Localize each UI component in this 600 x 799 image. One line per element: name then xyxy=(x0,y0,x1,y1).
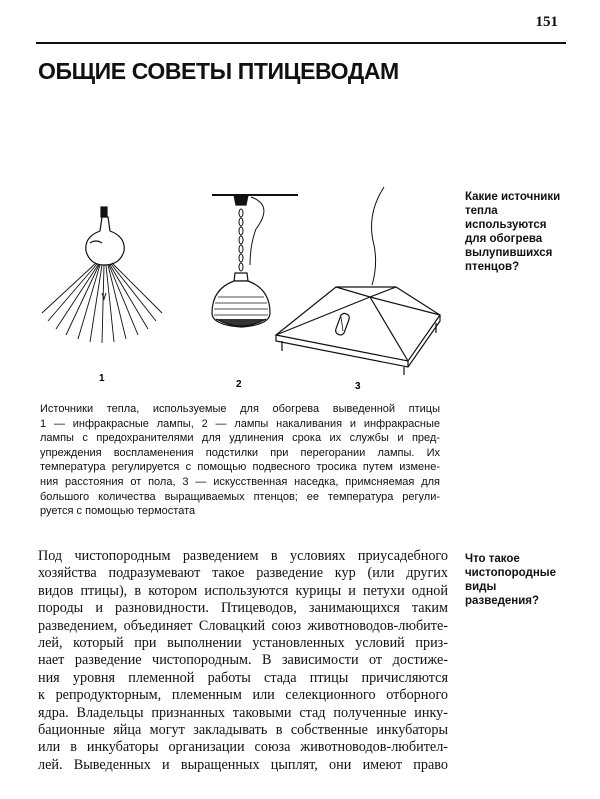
body-line: бационные яйца могут закладывать в собственные инкубаторы xyxy=(38,722,448,739)
body-line: ядра. Владельцы признанных таковыми стад полученные инку- xyxy=(38,704,448,721)
heat-sources-figure xyxy=(36,185,456,400)
caption-line: упреждения воспламенения подстилки при перегорании лампы. Их xyxy=(40,446,440,459)
body-line: или в инкубаторы организации союза животноводов-любител- xyxy=(38,739,448,756)
side-question-purebred: Что такое чистопородные виды разведения? xyxy=(465,553,556,607)
figure-caption xyxy=(40,402,440,519)
heat-sources-illustration xyxy=(36,185,456,400)
caption-line: большого количества выращиваемых птенцов; ее температура регули- xyxy=(40,490,440,503)
body-line: ния уровня племенной работы стада птицы причисляются xyxy=(38,669,448,686)
figure-label-3: 3 xyxy=(355,381,361,392)
page-number: 151 xyxy=(535,14,558,30)
caption-line: температура регулируется с помощью подвесного тросика путем измене- xyxy=(40,461,440,474)
caption-line: ния расстояния от пола, 3 — искусственная наседка, примсняемая для xyxy=(40,475,440,488)
page-title: ОБЩИЕ СОВЕТЫ ПТИЦЕВОДАМ xyxy=(38,58,399,84)
body-line: породы и разновидности. Птицеводов, занимающихся таким xyxy=(38,600,448,617)
incandescent-lamp-drawing xyxy=(212,195,298,327)
body-line: хозяйства подразумевают такое разведение кур (или других xyxy=(38,565,448,582)
caption-line: руется с помощью термостата xyxy=(40,505,196,518)
body-line: нает разведение чистопородным. В зависимости от достиже- xyxy=(38,652,448,669)
figure-label-2: 2 xyxy=(236,379,242,390)
body-line: Под чистопородным разведением в условиях приусадебного xyxy=(38,548,448,564)
figure-label-1: 1 xyxy=(99,373,105,384)
caption-line: лампы с предохранителями для удлинения срока их службы и пред- xyxy=(40,432,440,445)
caption-line: Источники тепла, используемые для обогрева выведенной птицы xyxy=(40,403,440,415)
body-paragraph xyxy=(38,548,448,774)
body-line: к репродукторным, племенным или селекционного отборного xyxy=(38,687,448,704)
body-line: лей. Выведенных и выращенных цыплят, они имеют право xyxy=(38,756,448,773)
side-question-heat-sources: Какие источники тепла используются для обогрева вылупившихся птенцов? xyxy=(465,191,561,273)
caption-line: 1 — инфракрасные лампы, 2 — лампы накаливания и инфракрасные xyxy=(40,417,440,430)
artificial-brooder-drawing xyxy=(276,187,440,375)
body-line: лей, который при выполнении установленных условий приз- xyxy=(38,635,448,652)
header-rule xyxy=(36,42,566,44)
infrared-lamp-drawing xyxy=(42,207,162,343)
body-line: видов птицы), в котором используются курицы и петухи одной xyxy=(38,582,448,599)
body-line: разведением, объединяет Словацкий союз животноводов-любите- xyxy=(38,617,448,634)
